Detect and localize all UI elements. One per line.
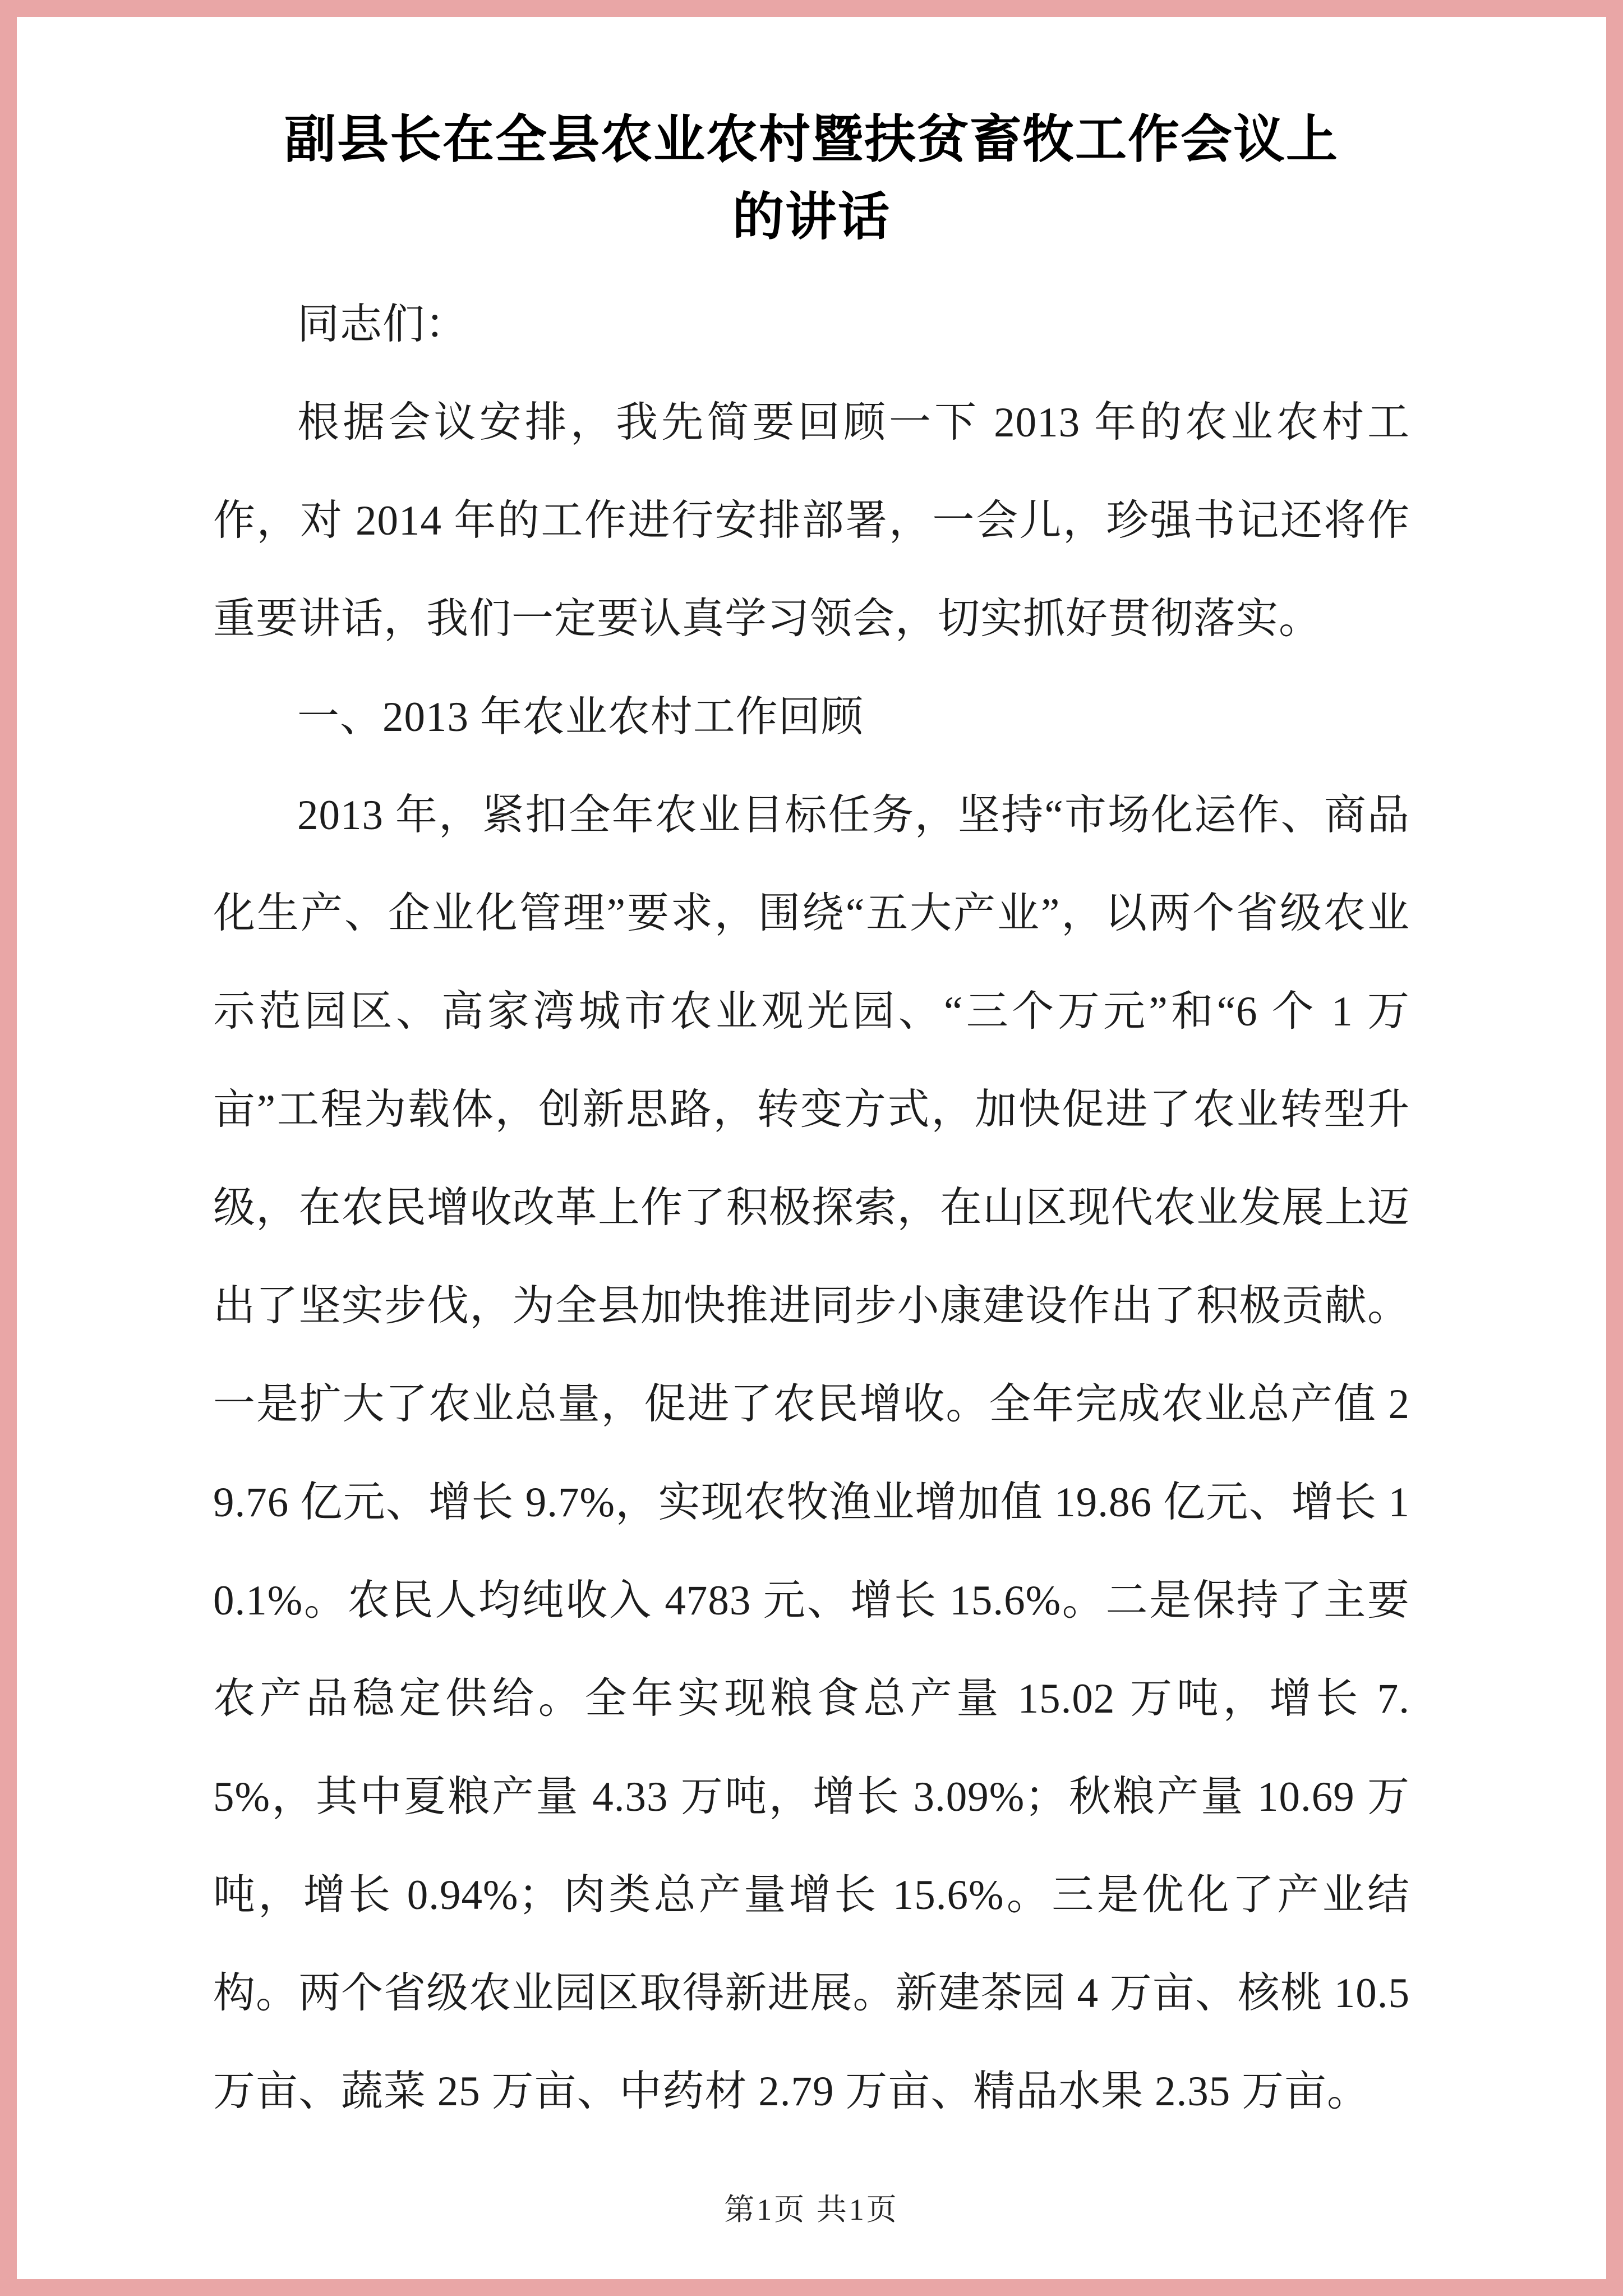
page-number-text: 第1页 共1页 bbox=[724, 2193, 899, 2226]
section-heading: 一、2013 年农业农村工作回顾 bbox=[297, 694, 864, 740]
document-title-line-2: 的讲话 bbox=[732, 188, 891, 246]
document-page bbox=[17, 17, 1606, 2279]
paragraph-review: 2013 年，紧扣全年农业目标任务，坚持“市场化运作、商品化生产、企业化管理”要求，围绕“五大产业”，以两个省级农业示范园区、高家湾城市农业观光园、“三个万元”和“6 个 1 万亩”工程为载体，创新思路，转变方式，加快促进了农业转型升级，在农民增收改革上作了积极探索，在山区现代农业发展上迈出了坚实步伐，为全县加快推进同步小康建设作出了积极贡献。一是扩大了农业总量，促进了农民增收。全年完成农业总产值 29.76 亿元、增长 9.7%，实现农牧渔业增加值 19.86 亿元、增长 10.1%。农民人均纯收入 4783 元、增长 15.6%。二是保持了主要农产品稳定供给。全年实现粮食总产量 15.02 万吨，增长 7.5%，其中夏粮产量 4.33 万吨，增长 3.09%；秋粮产量 10.69 万吨，增长 0.94%；肉类总产量增长 15.6%。三是优化了产业结构。两个省级农业园区取得新进展。新建茶园 4 万亩、核桃 10.5 万亩、蔬菜 25 万亩、中药材 2.79 万亩、精品水果 2.35 万亩。 bbox=[213, 792, 1410, 2115]
document-title bbox=[213, 101, 1410, 256]
paragraph-salutation: 同志们： bbox=[297, 301, 468, 348]
paragraph-intro: 根据会议安排，我先简要回顾一下 2013 年的农业农村工作，对 2014 年的工作进行安排部署，一会儿，珍强书记还将作重要讲话，我们一定要认真学习领会，切实抓好贯彻落实。 bbox=[213, 399, 1410, 642]
document-title-line-1: 副县长在全县农业农村暨扶贫畜牧工作会议上 bbox=[284, 111, 1339, 168]
document-body bbox=[213, 275, 1410, 2141]
page-footer bbox=[17, 2185, 1606, 2229]
